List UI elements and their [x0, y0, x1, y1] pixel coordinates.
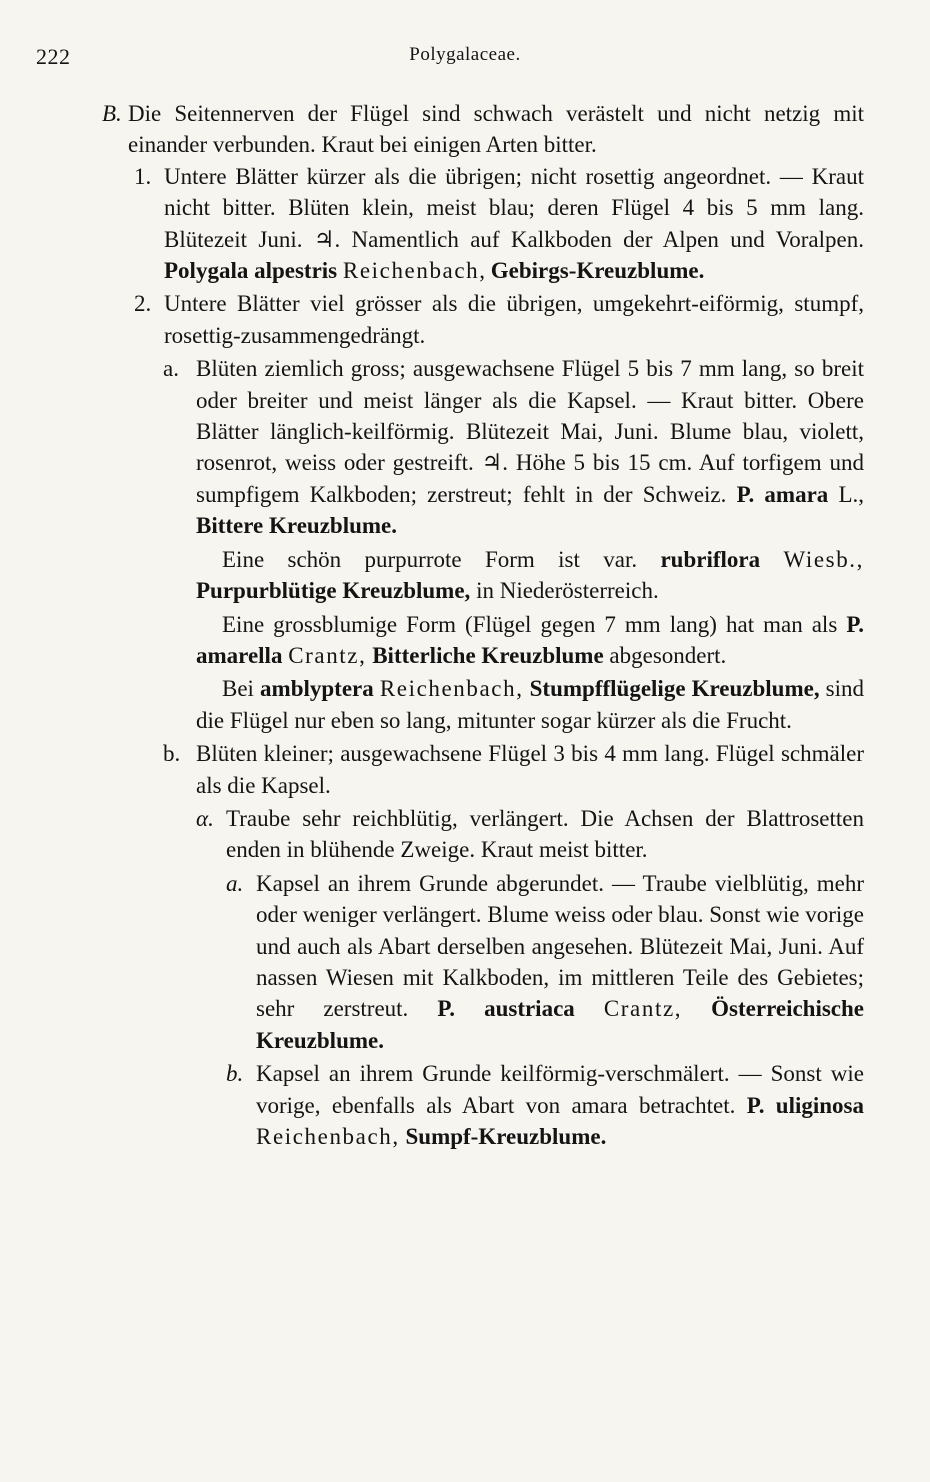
page-body	[0, 98, 930, 1152]
variety-author: Wiesb.,	[783, 546, 865, 572]
common-name: Österreichische Kreuzblume.	[256, 996, 865, 1053]
species-author: L.,	[838, 481, 865, 507]
common-name: Stumpfflügelige Kreuzblume,	[529, 676, 820, 702]
common-name: Bitterliche Kreuzblume	[372, 642, 604, 668]
entry-text: Untere Blätter kürzer als die übrigen; nicht rosettig angeordnet. — Kraut nicht bitter. Blüten klein, meist blau; deren Flügel 4 bis 5 mm lang. Blütezeit Juni. ♃. Namentlich auf Kalkboden der Alpen und Voralpen.	[164, 163, 864, 252]
entry-text: Blüten kleiner; ausgewachsene Flügel 3 bis 4 mm lang. Flügel schmäler als die Kapsel.	[196, 741, 864, 798]
common-name: Purpurblütige Kreuzblume,	[196, 578, 471, 604]
species-author: Reichenbach,	[256, 1124, 400, 1149]
note-rest: sind die Flügel nur eben so lang, mitunter sogar kürzer als die Frucht.	[196, 676, 865, 733]
note-rest: in Niederösterreich.	[476, 578, 659, 604]
key-entry-alpha-b	[226, 1058, 864, 1152]
note-rest: abgesondert.	[609, 642, 727, 668]
variety-name: amblyptera	[260, 676, 374, 702]
key-entry-B	[102, 98, 864, 161]
entry-text: Kapsel an ihrem Grunde abgerundet. — Traube vielblütig, mehr oder weniger verlängert. Blume weiss oder blau. Sonst wie vorige und auch als Abart derselben angesehen. Blütezeit Mai, Juni. Auf nassen Wiesen mit Kalkboden, im mittleren Teile des Gebietes; sehr zerstreut.	[256, 870, 864, 1022]
common-name: Bittere Kreuzblume.	[196, 513, 397, 539]
variety-note-amarella	[196, 609, 864, 672]
species-author: Reichenbach	[342, 258, 480, 284]
variety-author: Reichenbach,	[379, 676, 524, 702]
entry-text: Blüten ziemlich gross; ausgewachsene Flügel 5 bis 7 mm lang, so breit oder breiter und meist länger als die Kapsel. — Kraut bitter. Obere Blätter länglich-keilförmig. Blütezeit Mai, Juni. Blume blau, violett, rosenrot, weiss oder gestreift. ♃. Höhe 5 bis 15 cm. Auf torfigem und sumpfigem Kalkboden; zerstreut; fehlt in der Schweiz.	[196, 356, 864, 507]
running-title: Polygalaceae.	[409, 44, 521, 65]
entry-text: Untere Blätter viel grösser als die übrigen, umgekehrt-eiförmig, stumpf, rosettig-zusammengedrängt.	[164, 291, 864, 348]
note-text: Eine grossblumige Form (Flügel gegen 7 mm lang) hat man als	[222, 611, 838, 637]
species-name: P. amara	[736, 481, 829, 507]
species-name: Polygala alpestris	[164, 258, 338, 284]
key-entry-1: 1. Untere Blätter kürzer als die übrigen; nicht rosettig angeordnet. — Kraut nicht bitter. Blüten klein, meist blau; deren Flügel 4 bis 5 mm lang. Blütezeit Juni. ♃. Namentlich auf Kalkboden der Alpen und Voralpen. Polygala alpestris Reichenbach, Gebirgs-Kreuzblume.	[164, 161, 864, 287]
variety-note-rubriflora	[196, 544, 864, 607]
key-entry-2	[134, 288, 864, 351]
key-entry-alpha-a	[226, 868, 865, 1056]
note-text: Bei	[222, 676, 254, 702]
entry-label: b.	[163, 741, 181, 767]
variety-name: rubriflora	[660, 546, 761, 572]
entry-label: B.	[102, 101, 122, 126]
species-author: Crantz,	[603, 996, 683, 1022]
key-entry-2b	[163, 738, 864, 801]
species-name: P. amarella	[196, 611, 865, 668]
entry-label: a.	[163, 356, 179, 382]
common-name: Sumpf-Kreuzblume.	[405, 1124, 607, 1149]
note-text: Eine schön purpurrote Form ist var.	[222, 546, 638, 572]
species-name: P. uliginosa	[746, 1092, 864, 1118]
entry-text: Die Seitennerven der Flügel sind schwach verästelt und nicht netzig mit einander verbunden. Kraut bei einigen Arten bitter.	[128, 101, 864, 158]
entry-label: α.	[196, 805, 214, 831]
entry-text: Kapsel an ihrem Grunde keilförmig-verschmälert. — Sonst wie vorige, ebenfalls als Abart von amara betrachtet.	[256, 1061, 864, 1118]
key-entry-2b-alpha	[196, 803, 864, 866]
entry-label: 1.	[134, 163, 152, 189]
entry-text: Traube sehr reichblütig, verlängert. Die Achsen der Blattrosetten enden in blühende Zweige. Kraut meist bitter.	[226, 805, 864, 863]
entry-label: 2.	[134, 291, 152, 317]
species-name: P. austriaca	[437, 996, 575, 1022]
page-number: 222	[36, 44, 71, 69]
species-author: Crantz,	[288, 642, 367, 668]
common-name: Gebirgs-Kreuzblume.	[490, 258, 705, 284]
entry-label: a.	[226, 870, 244, 896]
key-entry-2a	[163, 353, 865, 541]
variety-note-amblyptera	[196, 673, 864, 736]
entry-label: b.	[226, 1061, 244, 1087]
